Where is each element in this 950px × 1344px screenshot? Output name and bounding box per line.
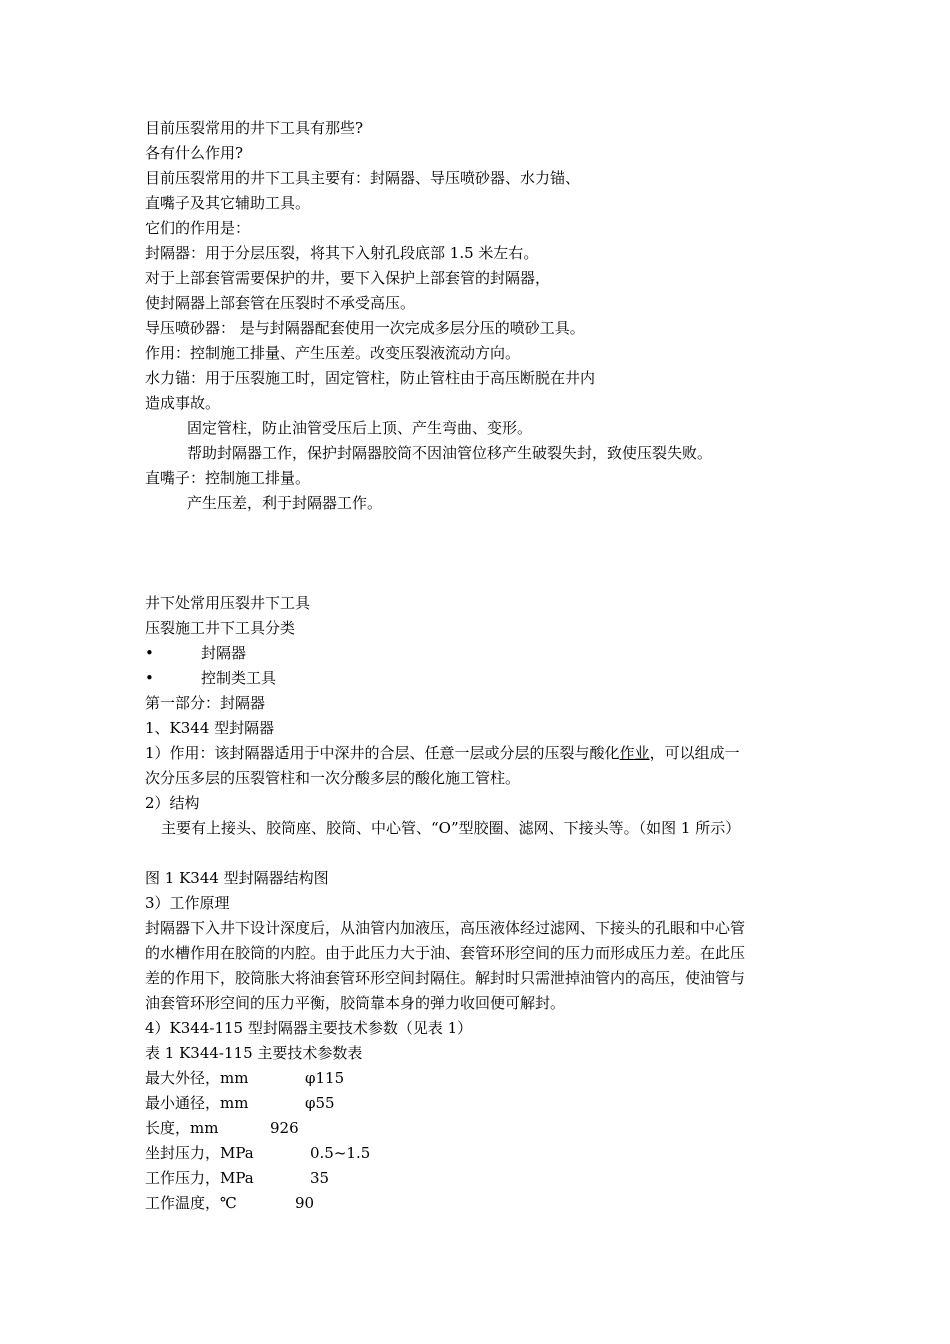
param-row	[145, 1066, 815, 1091]
bullet-icon: •	[145, 644, 154, 662]
table-title: 表 1 K344-115 主要技术参数表	[145, 1044, 363, 1062]
spacer	[145, 841, 815, 866]
text-line: 封隔器：用于分层压裂，将其下入射孔段底部 1.5 米左右。	[145, 244, 539, 262]
param-key: 长度，mm	[145, 1119, 219, 1137]
param-value: 0.5~1.5	[310, 1144, 371, 1162]
param-value: 926	[270, 1119, 299, 1137]
spacer	[145, 516, 815, 591]
param-key: 工作压力，MPa	[145, 1169, 254, 1187]
question-line: 各有什么作用?	[145, 144, 244, 162]
param-key: 最小通径，mm	[145, 1094, 249, 1112]
param-key: 工作温度，℃	[145, 1194, 237, 1212]
figure-caption: 图 1 K344 型封隔器结构图	[145, 869, 329, 887]
part-heading: 第一部分：封隔器	[145, 694, 266, 712]
bullet-item	[145, 666, 815, 691]
param-key: 最大外径，mm	[145, 1069, 249, 1087]
text-line: 直嘴子：控制施工排量。	[145, 469, 311, 487]
section-subtitle: 压裂施工井下工具分类	[145, 619, 296, 637]
param-row	[145, 1191, 815, 1216]
text-line: 帮助封隔器工作，保护封隔器胶筒不因油管位移产生破裂失封，致使压裂失败。	[187, 444, 713, 462]
bullet-text: 封隔器	[201, 644, 247, 662]
text-line: 造成事故。	[145, 394, 221, 412]
bullet-icon: •	[145, 669, 154, 687]
function-text: ，可以组成一	[649, 744, 740, 762]
bullet-text: 控制类工具	[201, 669, 277, 687]
text-line: 导压喷砂器： 是与封隔器配套使用一次完成多层分压的喷砂工具。	[145, 319, 585, 337]
param-row	[145, 1166, 815, 1191]
text-line: 产生压差，利于封隔器工作。	[187, 494, 383, 512]
function-text: 1）作用：该封隔器适用于中深井的合层、任意一层或分层的压裂与酸化	[145, 744, 620, 762]
principle-title: 3）工作原理	[145, 894, 230, 912]
structure-title: 2）结构	[145, 794, 200, 812]
text-line: 它们的作用是：	[145, 219, 251, 237]
function-line	[145, 741, 815, 766]
params-title: 4）K344-115 型封隔器主要技术参数（见表 1）	[145, 1019, 473, 1037]
text-line: 使封隔器上部套管在压裂时不承受高压。	[145, 294, 416, 312]
text-line: 固定管柱，防止油管受压后上顶、产生弯曲、变形。	[187, 419, 533, 437]
param-value: 35	[310, 1169, 330, 1187]
principle-line: 差的作用下，胶筒胀大将油套管环形空间封隔住。解封时只需泄掉油管内的高压，使油管与	[145, 969, 746, 987]
param-value: φ115	[305, 1069, 345, 1087]
section-title: 井下处常用压裂井下工具	[145, 594, 311, 612]
principle-line: 油套管环形空间的压力平衡，胶筒靠本身的弹力收回便可解封。	[145, 994, 566, 1012]
text-line: 作用：控制施工排量、产生压差。改变压裂液流动方向。	[145, 344, 521, 362]
structure-text: 主要有上接头、胶筒座、胶筒、中心管、“O”型胶圈、滤网、下接头等。（如图 1 所示）	[161, 819, 741, 837]
param-row	[145, 1091, 815, 1116]
document-page	[145, 116, 815, 1216]
param-row	[145, 1141, 815, 1166]
item-heading: 1、K344 型封隔器	[145, 719, 275, 737]
param-value: φ55	[305, 1094, 335, 1112]
text-line: 直嘴子及其它辅助工具。	[145, 194, 311, 212]
text-line: 目前压裂常用的井下工具主要有：封隔器、导压喷砂器、水力锚、	[145, 169, 581, 187]
text-line: 对于上部套管需要保护的井，要下入保护上部套管的封隔器，	[145, 269, 551, 287]
principle-line: 的水槽作用在胶筒的内腔。由于此压力大于油、套管环形空间的压力而形成压力差。在此压	[145, 944, 746, 962]
param-value: 90	[295, 1194, 315, 1212]
function-line: 次分压多层的压裂管柱和一次分酸多层的酸化施工管柱。	[145, 769, 521, 787]
param-row	[145, 1116, 815, 1141]
function-link[interactable]: 作业	[619, 744, 650, 762]
bullet-item	[145, 641, 815, 666]
question-line: 目前压裂常用的井下工具有那些?	[145, 119, 364, 137]
principle-line: 封隔器下入井下设计深度后，从油管内加液压，高压液体经过滤网、下接头的孔眼和中心管	[145, 919, 746, 937]
param-key: 坐封压力，MPa	[145, 1144, 254, 1162]
text-line: 水力锚：用于压裂施工时，固定管柱，防止管柱由于高压断脱在井内	[145, 369, 596, 387]
